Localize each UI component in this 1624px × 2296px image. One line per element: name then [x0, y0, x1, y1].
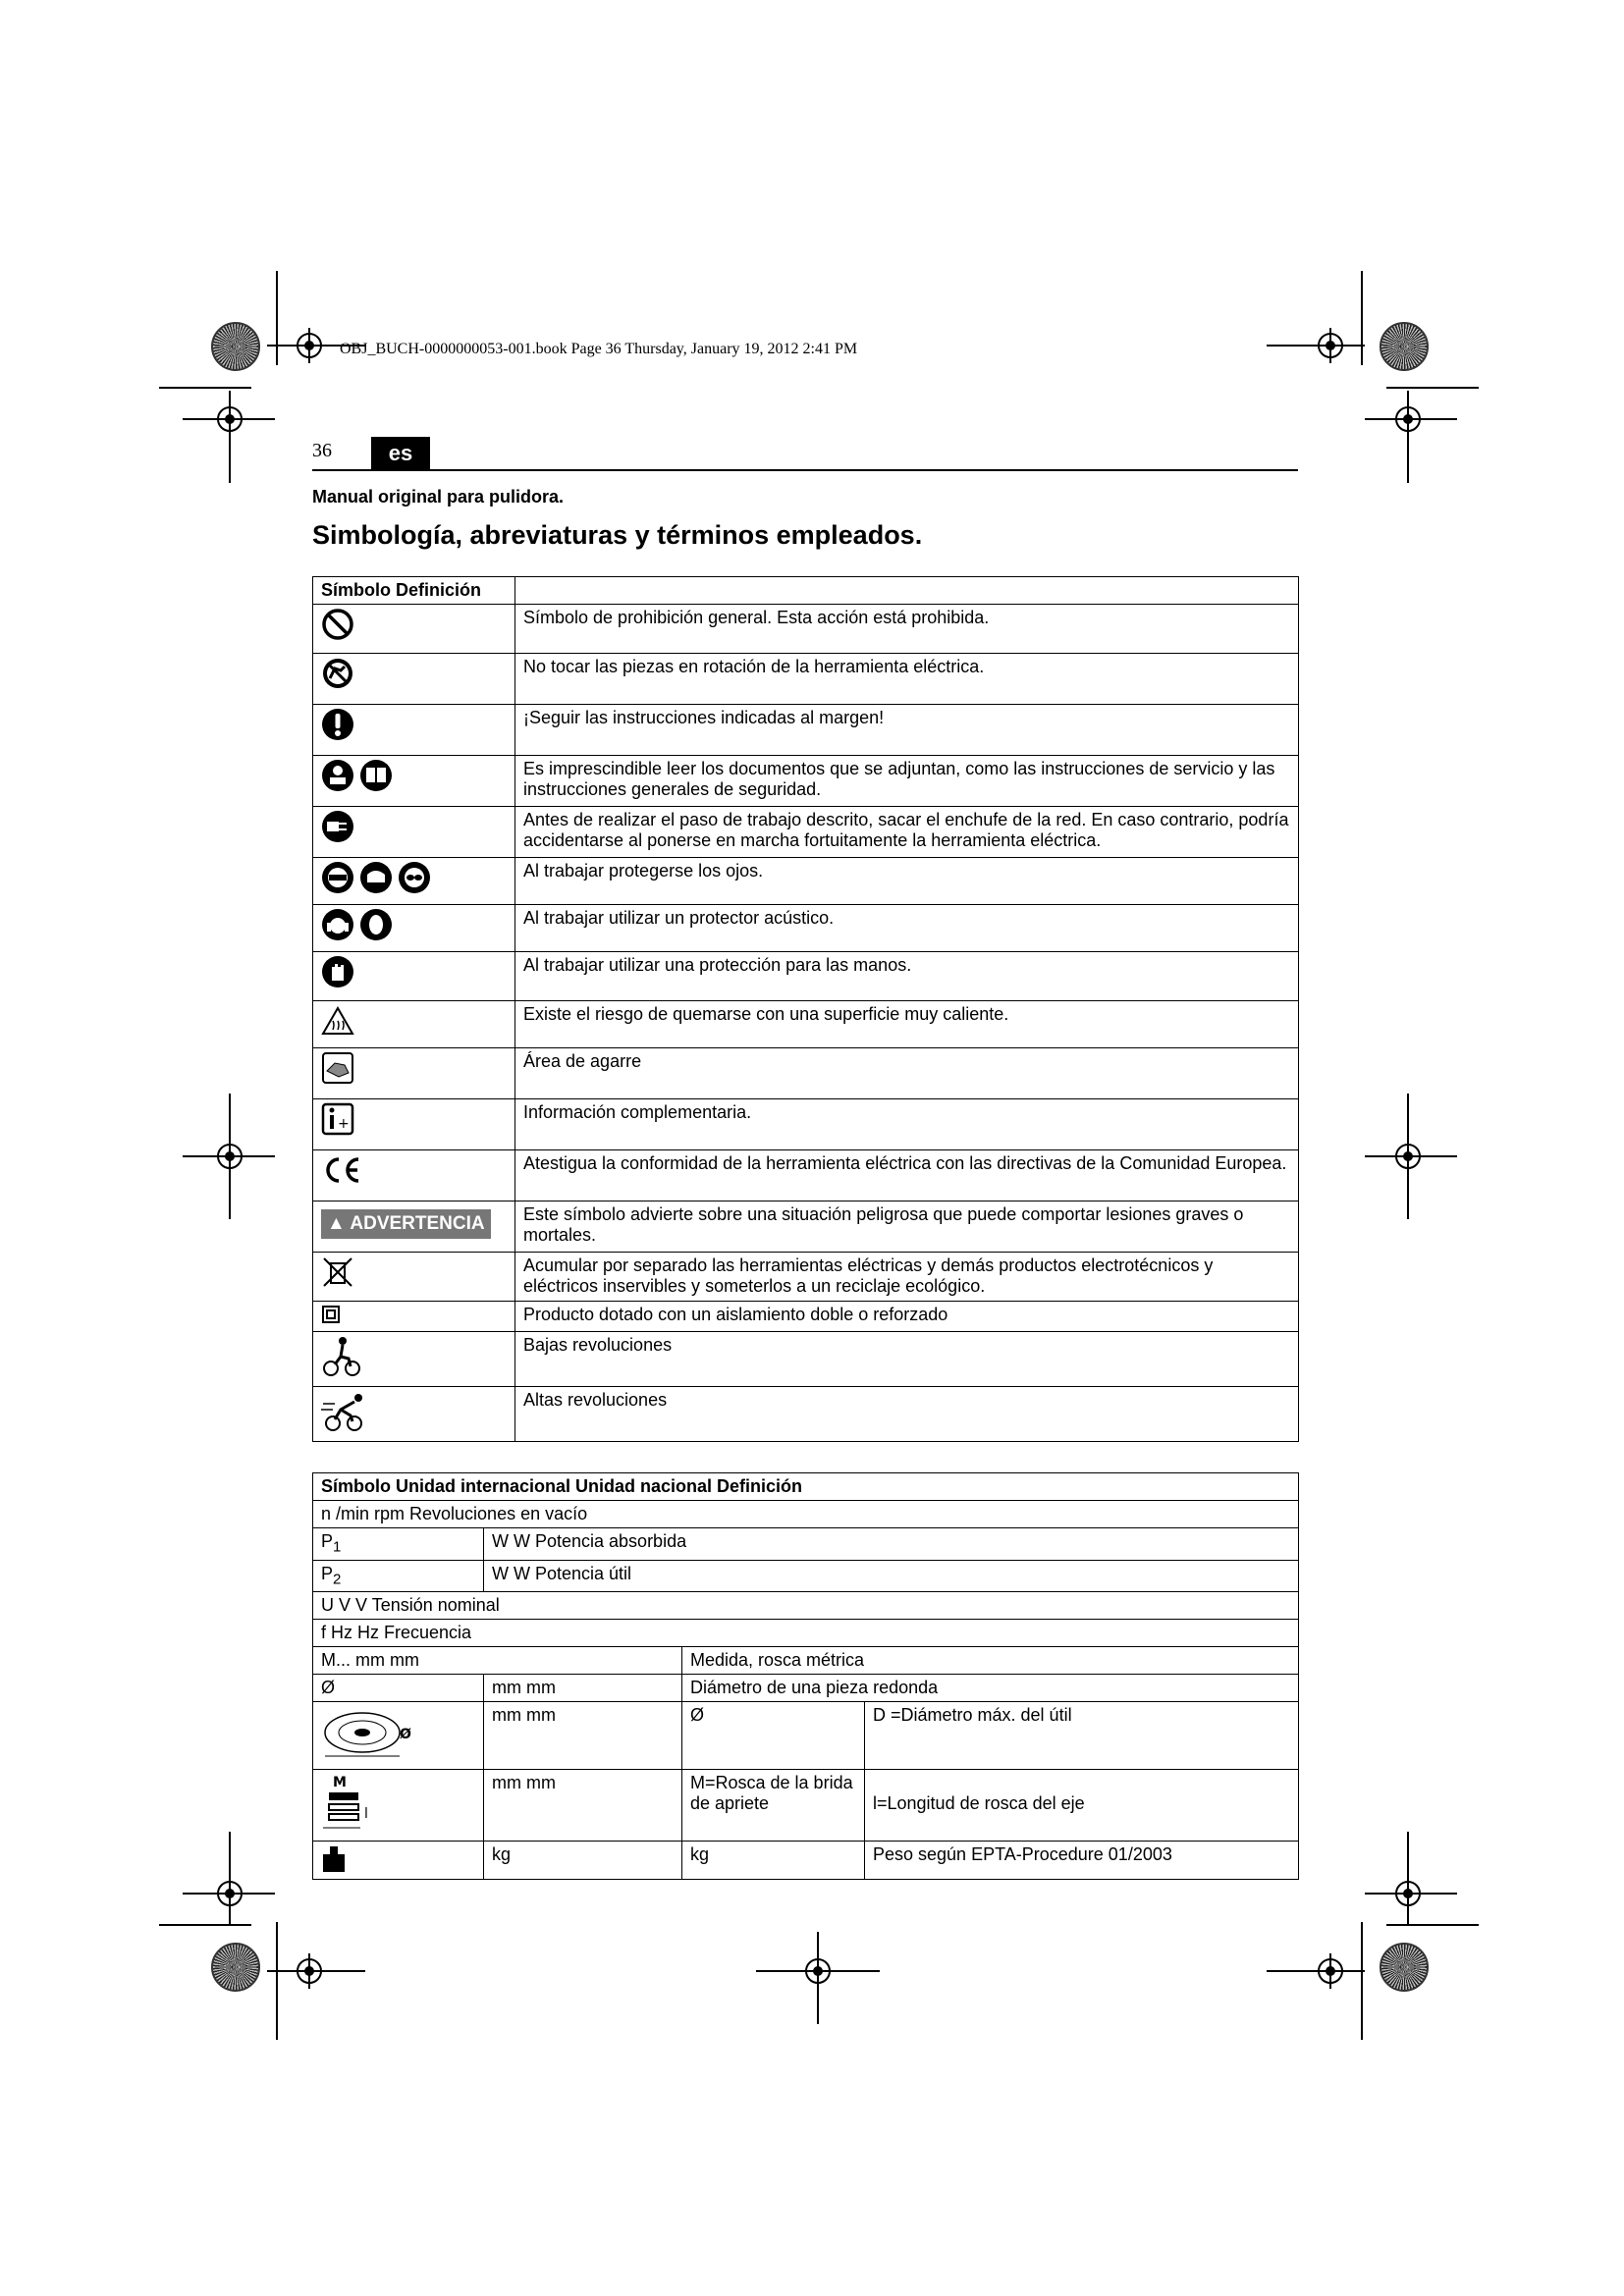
svg-text:l: l: [364, 1806, 368, 1823]
double-insulation-icon: [321, 1305, 341, 1324]
page-title: Simbología, abreviaturas y términos empleados.: [312, 520, 923, 550]
table-row: Al trabajar utilizar un protector acústico.: [515, 905, 1299, 952]
registration-rosette-icon: [1380, 322, 1429, 371]
table-row: No tocar las piezas en rotación de la herramienta eléctrica.: [515, 654, 1299, 705]
table-row-icon-cell: [313, 605, 515, 654]
grip-area-icon: [321, 1051, 354, 1085]
table-cell: [313, 1770, 484, 1842]
svg-text:Ø: Ø: [400, 1727, 411, 1743]
symbols-table-header: Símbolo Definición: [313, 577, 515, 605]
svg-text:+: +: [338, 1116, 350, 1132]
table-row: Acumular por separado las herramientas eléctricas y demás productos electrotécnicos y eléctricos inservibles y someterlos a un reciclaje ecológico.: [515, 1253, 1299, 1302]
table-row: Al trabajar utilizar una protección para las manos.: [515, 952, 1299, 1001]
hot-surface-icon: [321, 1004, 354, 1038]
table-cell: [313, 1842, 484, 1880]
registration-rosette-icon: [211, 322, 260, 371]
no-touch-rotating-icon: [321, 657, 354, 690]
table-row: Símbolo de prohibición general. Esta acción está prohibida.: [515, 605, 1299, 654]
table-row: Altas revoluciones: [515, 1387, 1299, 1442]
info-icon: [321, 1102, 354, 1136]
high-speed-cyclist-icon: [321, 1390, 368, 1433]
weight-icon: [321, 1844, 347, 1872]
table-cell: W W Potencia absorbida: [484, 1528, 1299, 1561]
warning-label: ▲ ADVERTENCIA: [321, 1209, 491, 1239]
table-cell: M=Rosca de la brida de apriete: [682, 1770, 865, 1842]
unplug-icon: [321, 810, 354, 843]
registration-rosette-icon: [211, 1943, 260, 1992]
weee-bin-icon: [321, 1255, 354, 1289]
symbol-text: P: [321, 1563, 334, 1583]
table-cell: kg: [682, 1842, 865, 1880]
page-number: 36: [312, 440, 332, 461]
prohibition-icon: [321, 608, 354, 641]
table-cell: mm mm: [484, 1675, 682, 1702]
registration-target-icon: [1390, 401, 1426, 437]
symbol-subscript: 1: [333, 1538, 342, 1556]
table-cell: [313, 1702, 484, 1770]
table-cell: Peso según EPTA-Procedure 01/2003: [865, 1842, 1299, 1880]
print-header: OBJ_BUCH-0000000053-001.book Page 36 Thursday, January 19, 2012 2:41 PM: [340, 341, 858, 357]
disc-diameter-icon: [321, 1705, 429, 1762]
ear-muffs-icon: [359, 908, 393, 941]
manual-subtitle: Manual original para pulidora.: [312, 487, 565, 507]
symbol-subscript: 2: [333, 1571, 342, 1588]
registration-target-icon: [212, 1876, 247, 1911]
table-row: f Hz Hz Frecuencia: [313, 1620, 1299, 1647]
table-row: Este símbolo advierte sobre una situación peligrosa que puede comportar lesiones graves o mortales.: [515, 1201, 1299, 1253]
units-table-header: Símbolo Unidad internacional Unidad nacional Definición: [313, 1473, 1299, 1501]
language-tab: es: [371, 437, 430, 470]
table-cell: mm mm: [484, 1770, 682, 1842]
table-row: ¡Seguir las instrucciones indicadas al margen!: [515, 705, 1299, 756]
table-cell: Diámetro de una pieza redonda: [682, 1675, 1299, 1702]
header-rule: [312, 469, 1298, 471]
table-cell: D =Diámetro máx. del útil: [865, 1702, 1299, 1770]
face-shield-icon: [359, 861, 393, 894]
read-manual-icon: [321, 759, 354, 792]
table-row: n /min rpm Revoluciones en vacío: [313, 1501, 1299, 1528]
table-row: Información complementaria.: [515, 1099, 1299, 1150]
registration-target-icon: [1390, 1876, 1426, 1911]
table-cell: Medida, rosca métrica: [682, 1647, 1299, 1675]
table-row: Producto dotado con un aislamiento doble o reforzado: [515, 1302, 1299, 1332]
manual-book-icon: [359, 759, 393, 792]
table-row: Al trabajar protegerse los ojos.: [515, 858, 1299, 905]
table-row: Existe el riesgo de quemarse con una superficie muy caliente.: [515, 1001, 1299, 1048]
thread-length-icon: [321, 1773, 384, 1834]
table-row: Es imprescindible leer los documentos que se adjuntan, como las instrucciones de servicio y las instrucciones generales de seguridad.: [515, 756, 1299, 807]
low-speed-cyclist-icon: [321, 1335, 364, 1378]
ce-mark-icon: [321, 1153, 364, 1187]
svg-text:M: M: [333, 1775, 347, 1791]
symbol-text: P: [321, 1531, 334, 1551]
ear-protection-icon: [321, 908, 354, 941]
registration-target-icon: [212, 401, 247, 437]
exclamation-icon: [321, 708, 354, 741]
registration-target-icon: [1390, 1139, 1426, 1174]
table-row: Antes de realizar el paso de trabajo descrito, sacar el enchufe de la red. En caso contrario, podría accidentarse al ponerse en marcha fortuitamente la herramienta eléctrica.: [515, 807, 1299, 858]
table-row: Bajas revoluciones: [515, 1332, 1299, 1387]
warning-label-text: ADVERTENCIA: [350, 1213, 485, 1234]
registration-rosette-icon: [1380, 1943, 1429, 1992]
table-cell: mm mm: [484, 1702, 682, 1770]
units-table: [312, 1472, 1299, 1880]
table-cell: M... mm mm: [313, 1647, 682, 1675]
goggles-icon: [398, 861, 431, 894]
hand-protection-icon: [321, 955, 354, 988]
registration-target-icon: [212, 1139, 247, 1174]
table-cell: l=Longitud de rosca del eje: [865, 1770, 1299, 1842]
table-row: Área de agarre: [515, 1048, 1299, 1099]
table-cell: W W Potencia útil: [484, 1560, 1299, 1592]
table-cell: [313, 1560, 484, 1592]
eye-protection-icon: [321, 861, 354, 894]
table-cell: [313, 1528, 484, 1561]
table-cell: kg: [484, 1842, 682, 1880]
symbols-table: [312, 576, 1299, 1442]
table-cell: Ø: [313, 1675, 484, 1702]
table-row: Atestigua la conformidad de la herramienta eléctrica con las directivas de la Comunidad Europea.: [515, 1150, 1299, 1201]
table-cell: Ø: [682, 1702, 865, 1770]
table-row: U V V Tensión nominal: [313, 1592, 1299, 1620]
